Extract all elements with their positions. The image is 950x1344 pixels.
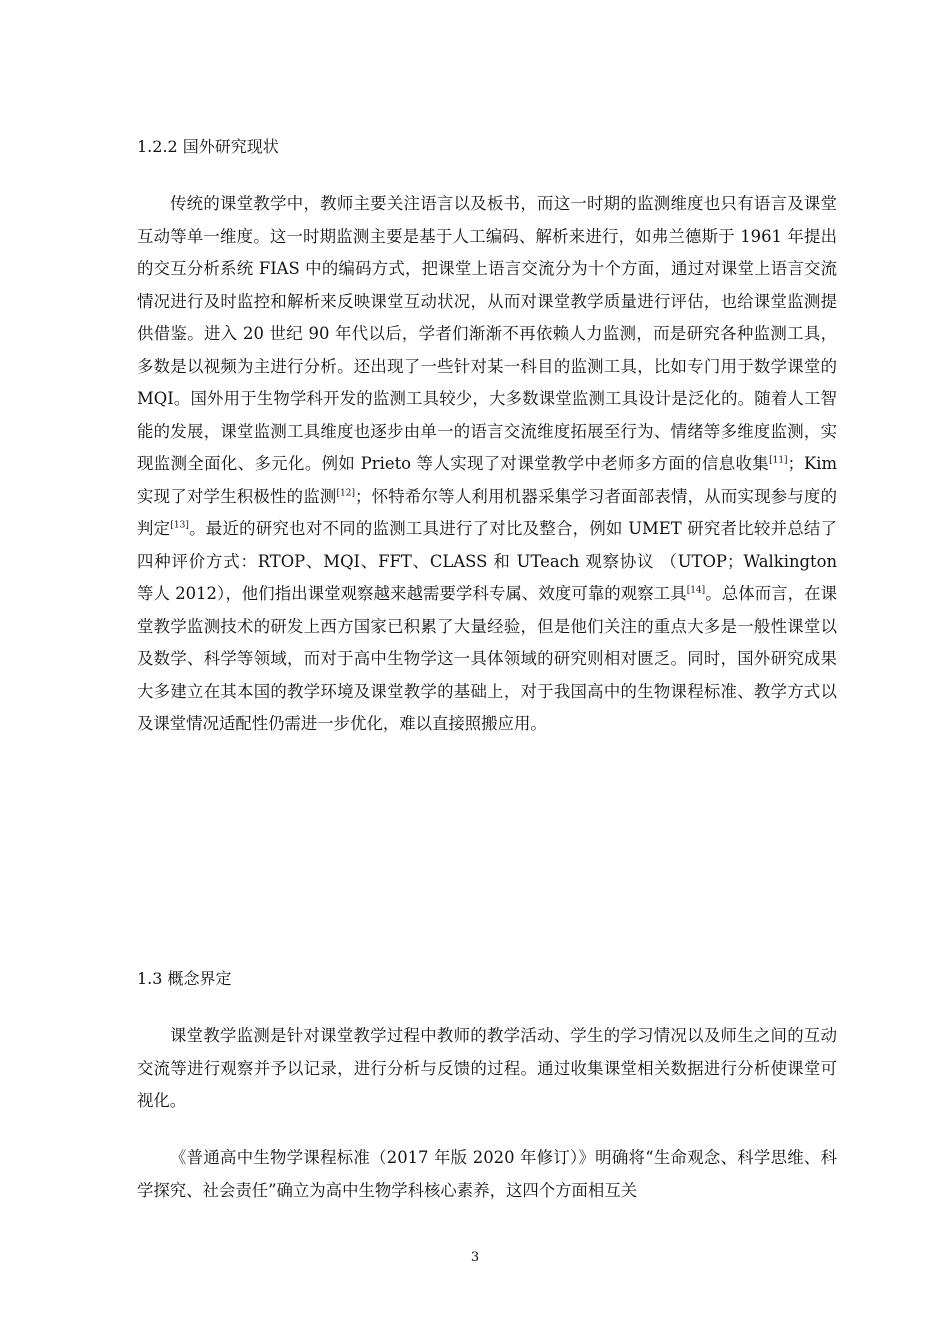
section-heading-1-3: 1.3 概念界定 [137, 969, 232, 988]
paragraph-text: 传统的课堂教学中，教师主要关注语言以及板书，而这一时期的监测维度也只有语言及课堂互动等单一维度。这一时期监测主要是基于人工编码、解析来进行，如弗兰德斯于 1961 年提出的交互分析系统 FIAS 中的编码方式，把课堂上语言交流分为十个方面，通过对课堂上语言交流情况进行及时监控和解析来反映课堂互动状况，从而对课堂教学质量进行评估，也给课堂监测提供借鉴。进入 20 世纪 90 年代以后，学者们渐渐不再依赖人力监测，而是研究各种监测工具，多数是以视频为主进行分析。还出现了一些针对某一科目的监测工具，比如专门用于数学课堂的 MQI。国外用于生物学科开发的监测工具较少，大多数课堂监测工具设计是泛化的。随着人工智能的发展，课堂监测工具维度也逐步由单一的语言交流维度拓展至行为、情绪等多维度监测，实现监测全面化、多元化。例如 Prieto 等人实现了对课堂教学中老师多方面的信息收集 [137, 194, 837, 473]
paragraph-concept-definition: 课堂教学监测是针对课堂教学过程中教师的教学活动、学生的学习情况以及师生之间的互动交流等进行观察并予以记录，进行分析与反馈的过程。通过收集课堂相关数据进行分析使课堂可视化。 [137, 1026, 837, 1110]
paragraph-text: ；怀特希尔等人利用机器采集学习者面部表情，从而实现参与度的判定 [137, 486, 838, 538]
page-number: 3 [470, 1250, 480, 1265]
citation-11: [11] [769, 455, 788, 466]
citation-13: [13] [170, 520, 189, 531]
section-heading-1-2-2: 1.2.2 国外研究现状 [137, 137, 279, 156]
citation-14: [14] [686, 585, 706, 596]
paragraph-curriculum-standard: 《普通高中生物学课程标准（2017 年版 2020 年修订）》明确将“生命观念、科学思维、科学探究、社会责任”确立为高中生物学科核心素养，这四个方面相互关 [137, 1148, 837, 1200]
citation-12: [12] [336, 488, 356, 499]
paragraph-text: ；Kim 实现了对学生积极性的监测 [137, 454, 837, 506]
paragraph-foreign-research [137, 188, 837, 741]
paragraph-text: 。总体而言，在课堂教学监测技术的研发上西方国家已积累了大量经验，但是他们关注的重点大多是一般性课堂以及数学、科学等领域，而对于高中生物学这一具体领域的研究则相对匮乏。同时，国外研究成果大多建立在其本国的教学环境及课堂教学的基础上，对于我国高中的生物课程标准、教学方式以及课堂情况适配性仍需进一步优化，难以直接照搬应用。 [137, 584, 837, 733]
paragraph-text: 。最近的研究也对不同的监测工具进行了对比及整合，例如 UMET 研究者比较并总结了四种评价方式：RTOP、MQI、FFT、CLASS 和 UTeach 观察协议 （UTOP；Walkington 等人 2012），他们指出课堂观察越来越需要学科专属、效度可靠的观察工具 [137, 519, 837, 603]
